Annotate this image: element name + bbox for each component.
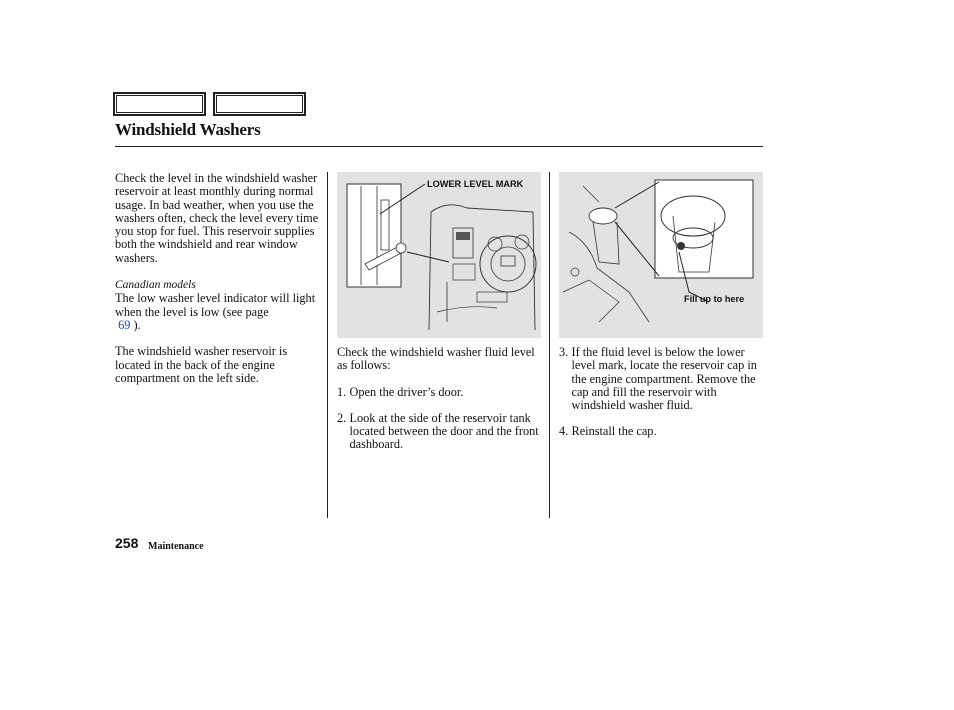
dashboard-reservoir-figure: [337, 172, 541, 338]
location-paragraph: The windshield washer reservoir is located in the back of the engine compartment on the left side.: [115, 344, 288, 385]
header-tab-box-2: [213, 92, 306, 116]
step-1: [337, 386, 543, 399]
column-divider-2: [549, 172, 550, 518]
step-4-text: Reinstall the cap.: [571, 424, 657, 439]
step-1-number: 1.: [337, 384, 347, 399]
fill-up-to-here-label: Fill up to here: [684, 294, 745, 304]
step-1-text: Open the driver’s door.: [349, 384, 464, 399]
page-link-69[interactable]: 69: [118, 317, 131, 332]
step-2-number: 2.: [337, 410, 347, 425]
step-2: [337, 412, 543, 452]
step-3-text: If the fluid level is below the lower level mark, locate the reservoir cap in the engine compartment. Remove the cap and fill the reservoir with windshield washer fluid.: [571, 345, 757, 413]
column-2: [337, 346, 543, 452]
engine-compartment-illustration: [559, 172, 763, 338]
canadian-models-label: Canadian models: [115, 279, 196, 292]
step-4-number: 4.: [559, 424, 569, 439]
header-tab-box-1: [113, 92, 206, 116]
reservoir-cap-figure: [559, 172, 763, 338]
step-4: [559, 425, 765, 438]
check-intro: Check the windshield washer fluid level as follows:: [337, 345, 535, 373]
indicator-text: The low washer level indicator will light when the level is low (see page: [115, 291, 316, 319]
title-rule: [115, 146, 763, 147]
column-3: [559, 346, 765, 439]
step-3-number: 3.: [559, 345, 569, 359]
indicator-paragraph: [115, 292, 323, 332]
dashboard-illustration: [337, 172, 541, 338]
indicator-text-end: ).: [133, 317, 141, 332]
intro-paragraph: Check the level in the windshield washer reservoir at least monthly during normal usage. In bad weather, when you use the washers often, check the level every time you stop for fuel. This reservoir supplies both the windshield and rear window washers.: [115, 171, 319, 265]
page-title: Windshield Washers: [115, 120, 261, 139]
column-divider-1: [327, 172, 328, 518]
step-2-text: Look at the side of the reservoir tank located between the door and the front dashboard.: [349, 410, 539, 452]
section-name: Maintenance: [148, 541, 204, 552]
step-3: [559, 346, 765, 412]
lower-level-mark-label: LOWER LEVEL MARK: [427, 179, 524, 189]
page-number: 258: [115, 535, 139, 551]
column-1: [115, 172, 323, 385]
